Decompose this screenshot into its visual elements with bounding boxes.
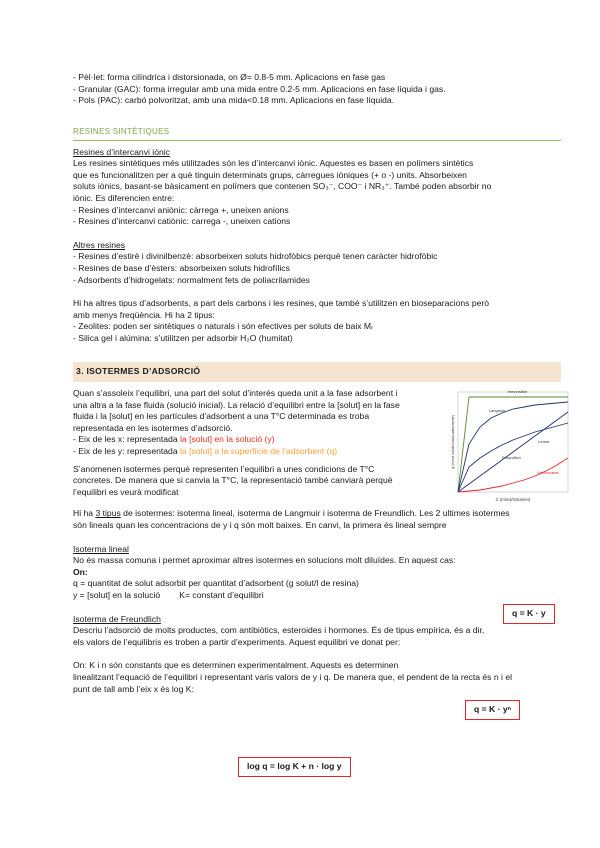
- lineal-line-3: y = [solut] en la solució K= constant d’equilibri: [73, 589, 264, 600]
- series-label-unfavorable: Unfavorable: [537, 470, 559, 476]
- iso-p1-line-3: fluida i la [solut] en les partícules d’adsorbent a una T°C determinada es troba: [73, 411, 370, 422]
- formula-freundlich-log: log q = log K + n · log y: [238, 757, 351, 777]
- series-label-irreversible: Irreversible: [507, 389, 528, 395]
- section-title-resines: RESINES SINTÈTIQUES: [73, 127, 561, 141]
- section-header-isotermes: 3. ISOTERMES D’ADSORCIÓ: [73, 362, 561, 382]
- iso-p2-line-2: concretes. De manera que si canvia la T°C, la representació també canviarà perquè: [73, 475, 393, 486]
- freundlich-title: Isoterma de Freundlich: [73, 613, 161, 624]
- tipus-rest: de isotermes: isoterma lineal, isoterma de Langmuir i isoterma de Freundlich. Les 2 ultimes isotermes: [120, 508, 510, 519]
- altres-line-2: - Resines de base d’èsters: absorbeixen soluts hidrofílics: [73, 262, 290, 273]
- intercanvi-line-6: - Resines d’intercanvi catiònic: carrega -, uneixen cations: [73, 216, 291, 227]
- chart-frame: [458, 392, 568, 492]
- subtitle-intercanvi: Resines d’intercanvi iònic: [73, 146, 170, 157]
- lineal-title: Isoterma lineal: [73, 543, 129, 554]
- freundlich-line-2: els valors de l’equilibris es troben a partir d’experiments. Aquest equilibri ve donat per:: [73, 636, 401, 647]
- series-label-langmuir: Langmuir: [488, 408, 506, 414]
- y-axis-label: q (mmol soluto/masa adsorbente): [451, 415, 455, 469]
- tipus-prefix: Hi ha: [73, 508, 96, 519]
- isotherm-chart: [446, 388, 571, 506]
- altres-line-3: - Adsorbents d’hidrogelats: normalment fets de poliacrilamides: [73, 274, 310, 285]
- iso-p1-line-2: una altra a la fase fluida (solució inicial). La relació d’equilibri entre la [solut] en la fase: [73, 399, 400, 410]
- intercanvi-line-3: soluts iònics, basant-se bàsicament en polímers que contenen SO₃⁻, COO⁻ i NR₃⁺. També poden absorbir no: [73, 181, 492, 192]
- intro-bullet-3: - Pols (PAC): carbó polvoritzat, amb una mida<0.18 mm. Aplicacions en fase líquida.: [73, 95, 395, 106]
- lineal-on: On:: [73, 566, 88, 577]
- x-axis-label: C (mmol/Volumen): [495, 497, 531, 503]
- iso-p2-line-1: S’anomenen isotermes perquè representen l’equilibri a unes condicions de T°C: [73, 463, 375, 474]
- eix-y-prefix: - Eix de les y: representada: [73, 446, 180, 457]
- document-page: [73, 72, 561, 695]
- eix-y-line: [73, 446, 445, 458]
- intercanvi-line-1: Les resines sintètiques més utilitzades són les d’intercanvi iònic. Aquestes es basen en polímers sintètics: [73, 158, 474, 169]
- isotermes-text: [73, 388, 445, 498]
- iso-p2-line-3: l’equilibri es veurà modificat: [73, 486, 179, 497]
- tipus-line-1: [73, 508, 561, 520]
- formula-lineal: q = K · y: [503, 604, 555, 624]
- freundlich-line-5: punt de tall amb l’eix x és log K:: [73, 683, 194, 694]
- freundlich-line-3: On: K i n són constants que es determinen experimentalment. Aquests es determinen: [73, 660, 399, 671]
- intercanvi-line-2: que es funcionalitzen per a què tinguin determinats grups, càrregues iòniques (+ o -) units. Absorbeixen: [73, 169, 467, 180]
- iso-p1-line-4: representada en les isotermes d’adsorció.: [73, 422, 233, 433]
- altres-line-1: - Resines d’estirè i divinilbenzè: absorbeixen soluts hidrofòbics perquè tenen caràcter hidrofòbic: [73, 251, 438, 262]
- altres-tipus-line-4: - Silica gel i alúmina: s’utilitzen per adsorbir H₂O (humitat): [73, 332, 293, 343]
- chart-plot-area: [451, 389, 568, 502]
- intercanvi-line-4: iònic. Es diferencien entre:: [73, 192, 175, 203]
- altres-tipus-line-1: Hi ha altres tipus d’adsorbents, a part dels carbons i les resines, que també s’utilitzen en bioseparacions però: [73, 298, 490, 309]
- eix-x-line: [73, 434, 445, 446]
- tipus-underlined: 3 tipus: [95, 508, 121, 519]
- altres-tipus-line-3: - Zeolites: poden ser sintètiques o naturals i són efectives per soluts de baix Mᵣ: [73, 321, 374, 332]
- intro-bullet-1: - Pèl·let: forma cilíndrica i distorsionada, on Ø= 0.8-5 mm. Aplicacions en fase gas: [73, 72, 386, 82]
- eix-y-highlight: la [solut] a la superfície de l’adsorbent (q): [180, 446, 338, 457]
- iso-p1-line-1: Quan s’assoleix l’equilibri, una part del solut d’interès queda unit a la fase adsorbent i: [73, 388, 398, 399]
- formula-freundlich: q = K · yⁿ: [465, 700, 520, 720]
- series-label-freundlich: Freundlich: [502, 455, 521, 461]
- freundlich-line-4: linealitzant l’equació de l’equilibri i representant varis valors de y i q. De manera que, el pendent de la recta és n i el: [73, 671, 513, 682]
- eix-x-prefix: - Eix de les x: representada: [73, 434, 180, 445]
- altres-tipus-line-2: amb menys freqüència. Hi ha 2 tipus:: [73, 309, 215, 320]
- intercanvi-line-5: - Resines d’intercanvi aniònic: càrrega +, uneixen anions: [73, 204, 289, 215]
- lineal-line-1: No és massa comuna i permet aproximar altres isotermes en solucions molt diluïdes. En aquest cas:: [73, 555, 456, 566]
- tipus-line-2: són lineals quan les concentracions de y i q són molt baixes. En canvi, la primera és lineal sempre: [73, 520, 447, 531]
- subtitle-altres: Altres resines: [73, 239, 126, 250]
- series-label-linear: Linear: [538, 439, 550, 445]
- intro-bullet-2: - Granular (GAC): forma irregular amb una mida entre 0.2-5 mm. Aplicacions en fase líquida i gas.: [73, 83, 446, 94]
- lineal-line-2: q = quantitat de solut adsorbit per quantitat d’adsorbent (g solut/l de resina): [73, 578, 359, 589]
- eix-x-highlight: la [solut] en la solució (y): [180, 434, 275, 445]
- isotermes-block: [73, 388, 561, 503]
- freundlich-line-1: Descriu l’adsorció de molts productes, com antibiòtics, esteroides i hormones. És de tipus empírica, és a dir,: [73, 625, 485, 636]
